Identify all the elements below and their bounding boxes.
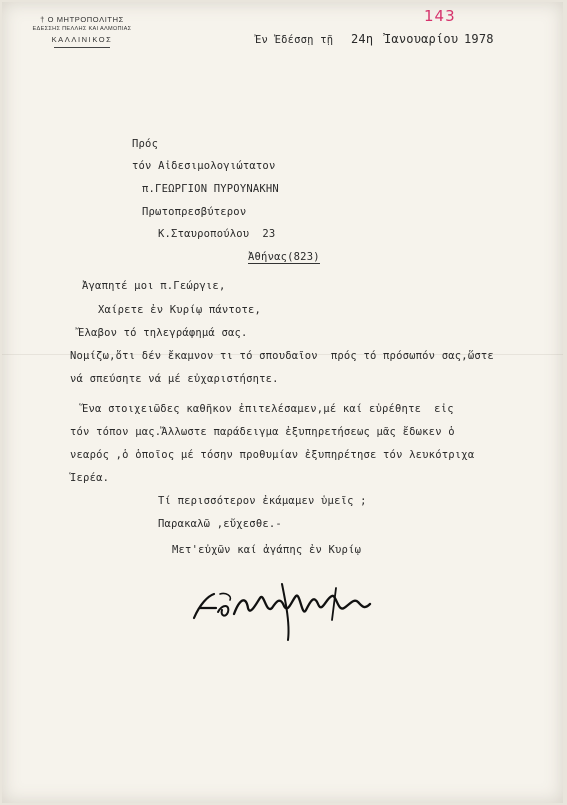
letter-line: Νομίζω,ὅτι δέν ἔκαμνον τι τό σπουδαῖον πρός τό πρόσωπόν σας,ὥστε (70, 350, 494, 362)
letterhead-diocese: ΕΔΕΣΣΗΣ ΠΕΛΛΗΣ ΚΑΙ ΑΛΜΩΠΙΑΣ (32, 26, 132, 32)
archive-number: 143 (424, 7, 456, 25)
dateline-month: Ἰανουαρίου (384, 32, 459, 46)
handwritten-signature (186, 574, 386, 644)
recipient-city: Ἀθήνας(823) (248, 251, 320, 263)
letter-line: νεαρός ,ὁ ὁποῖος μέ τόσην προθυμίαν ἐξυπηρέτησε τόν λευκότριχα (70, 449, 475, 461)
recipient-name: π.ΓΕΩΡΓΙΟΝ ΠΥΡΟΥΝΑΚΗΝ (142, 183, 279, 195)
letterhead-rule (54, 47, 110, 48)
recipient-rank: Πρωτοπρεσβύτερον (142, 206, 247, 218)
letterhead-name: ΚΑΛΛΙΝΙΚΟΣ (51, 35, 113, 44)
letter-line: Χαίρετε ἐν Κυρίῳ πάντοτε, (98, 304, 262, 316)
letterhead-title: † Ο ΜΗΤΡΟΠΟΛΙΤΗΣ (40, 15, 124, 24)
dateline-day: 24η (351, 32, 374, 46)
letter-line: νά σπεύσητε νά μέ εὐχαριστήσητε. (70, 373, 279, 385)
letter-sheet (2, 2, 563, 803)
letterhead (2, 14, 162, 48)
closing-salutation: Μετ'εὐχῶν καί ἀγάπης ἐν Κυρίῳ (172, 544, 362, 556)
letter-line: Τί περισσότερον ἐκάμαμεν ὑμεῖς ; (158, 495, 367, 507)
letter-line: Ἱερέα. (70, 472, 110, 484)
letter-line: Ἔλαβον τό τηλεγράφημά σας. (78, 327, 248, 339)
letter-line: Ἕνα στοιχειῶδες καθῆκον ἐπιτελέσαμεν,μέ καί εὑρέθητε εἰς (82, 403, 454, 415)
dateline-year: 1978 (464, 32, 494, 46)
dateline-place: Ἐν Ἐδέσσῃ τῇ (255, 34, 334, 46)
recipient-title: τόν Αἰδεσιμολογιώτατον (132, 160, 276, 172)
recipient-street: Κ.Σταυροπούλου 23 (158, 228, 276, 240)
letter-line: Ἀγαπητέ μοι π.Γεώργιε, (82, 280, 226, 292)
recipient-to: Πρός (132, 138, 159, 150)
letter-line: Παρακαλῶ ,εὔχεσθε.- (158, 518, 282, 530)
letter-line: τόν τόπον μας.Ἄλλωστε παράδειγμα ἐξυπηρετήσεως μᾶς ἔδωκεν ὁ (70, 426, 455, 438)
